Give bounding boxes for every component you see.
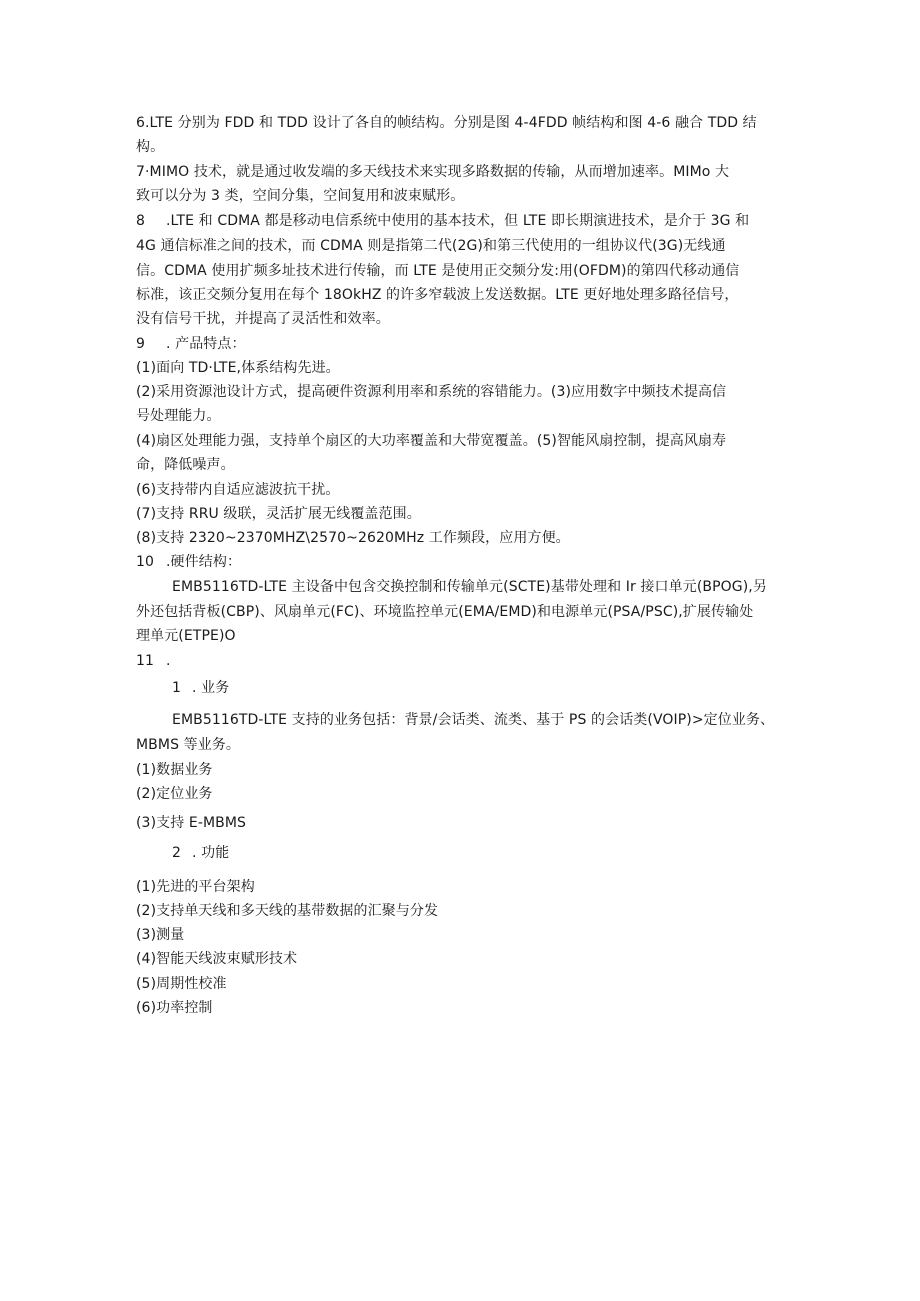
item-number: 11	[136, 653, 155, 669]
feature-7: (7)支持 RRU 级联，灵活扩展无线覆盖范围。	[136, 506, 421, 522]
hardware-line-3: 理单元(ETPE)O	[136, 628, 236, 644]
paragraph-8-line-4: 标准，该正交频分复用在每个 18OkHZ 的许多窄载波上发送数据。LTE 更好地处理多路径信号，	[136, 287, 739, 303]
service-line-1: EMB5116TD-LTE 支持的业务包括：背景/会话类、流类、基于 PS 的会话类(VOIP)>定位业务、	[172, 712, 775, 728]
subheading-1	[172, 678, 796, 698]
heading-11-text: .	[166, 653, 171, 669]
service-item-2: (2)定位业务	[136, 786, 213, 802]
function-item-4: (4)智能天线波束赋形技术	[136, 951, 298, 967]
item-number: 10	[136, 554, 155, 570]
paragraph-7-line-2: 致可以分为 3 类，空间分集，空间复用和波束赋形。	[136, 188, 465, 204]
service-item-1: (1)数据业务	[136, 762, 213, 778]
paragraph-8-text: .LTE 和 CDMA 都是移动电信系统中使用的基本技术，但 LTE 即长期演进技术，是介于 3G 和	[166, 213, 750, 229]
heading-10-text: .硬件结构：	[166, 554, 242, 570]
paragraph-8-line-2: 4G 通信标准之间的技术，而 CDMA 则是指第二代(2G)和第三代使用的一组协议代(3G)无线通	[136, 238, 726, 254]
feature-2-line-2: 号处理能力。	[136, 408, 221, 424]
heading-9	[136, 334, 796, 354]
feature-2-line-1: (2)采用资源池设计方式，提高硬件资源利用率和系统的容错能力。(3)应用数字中频技术提高信	[136, 384, 727, 400]
function-item-2: (2)支持单天线和多天线的基带数据的汇聚与分发	[136, 903, 439, 919]
subheading-1-text: . 业务	[192, 680, 230, 696]
subheading-2-text: . 功能	[192, 845, 230, 861]
paragraph-6-line-1: 6.LTE 分别为 FDD 和 TDD 设计了各自的帧结构。分别是图 4-4FDD 帧结构和图 4-6 融合 TDD 结	[136, 115, 757, 131]
paragraph-7-line-1: 7·MIMO 技术，就是通过收发端的多天线技术来实现多路数据的传输，从而增加速率。MIMo 大	[136, 164, 730, 180]
feature-6: (6)支持带内自适应滤波抗干扰。	[136, 482, 340, 498]
feature-8: (8)支持 2320~2370MHZ\2570~2620MHz 工作频段，应用方便。	[136, 530, 570, 546]
function-item-5: (5)周期性校准	[136, 976, 227, 992]
heading-10	[136, 552, 796, 572]
service-item-3: (3)支持 E-MBMS	[136, 815, 247, 831]
item-number: 1	[172, 680, 182, 696]
function-item-3: (3)测量	[136, 927, 185, 943]
feature-4-line-2: 命，降低噪声。	[136, 457, 235, 473]
function-item-1: (1)先进的平台架构	[136, 879, 255, 895]
item-number: 2	[172, 845, 182, 861]
paragraph-6-line-2: 构。	[136, 139, 165, 155]
feature-1: (1)面向 TD·LTE,体系结构先进。	[136, 360, 340, 376]
feature-4-line-1: (4)扇区处理能力强，支持单个扇区的大功率覆盖和大带宽覆盖。(5)智能风扇控制，提高风扇寿	[136, 433, 727, 449]
item-number: 9	[136, 336, 146, 352]
subheading-2	[172, 843, 796, 863]
item-number: 8	[136, 213, 146, 229]
paragraph-8-line-3: 信。CDMA 使用扩频多址技术进行传输，而 LTE 是使用正交频分发:用(OFDM)的第四代移动通信	[136, 263, 740, 279]
paragraph-8-line-1	[136, 211, 796, 231]
hardware-line-1: EMB5116TD-LTE 主设备中包含交换控制和传输单元(SCTE)基带处理和 Ir 接口单元(BPOG),另	[172, 579, 767, 595]
heading-11	[136, 651, 796, 671]
hardware-line-2: 外还包括背板(CBP)、风扇单元(FC)、环境监控单元(EMA/EMD)和电源单元(PSA/PSC),扩展传输处	[136, 604, 754, 620]
paragraph-8-line-5: 没有信号干扰，并提高了灵活性和效率。	[136, 311, 390, 327]
service-line-2: MBMS 等业务。	[136, 737, 240, 753]
heading-9-text: . 产品特点：	[166, 336, 246, 352]
function-item-6: (6)功率控制	[136, 1000, 213, 1016]
